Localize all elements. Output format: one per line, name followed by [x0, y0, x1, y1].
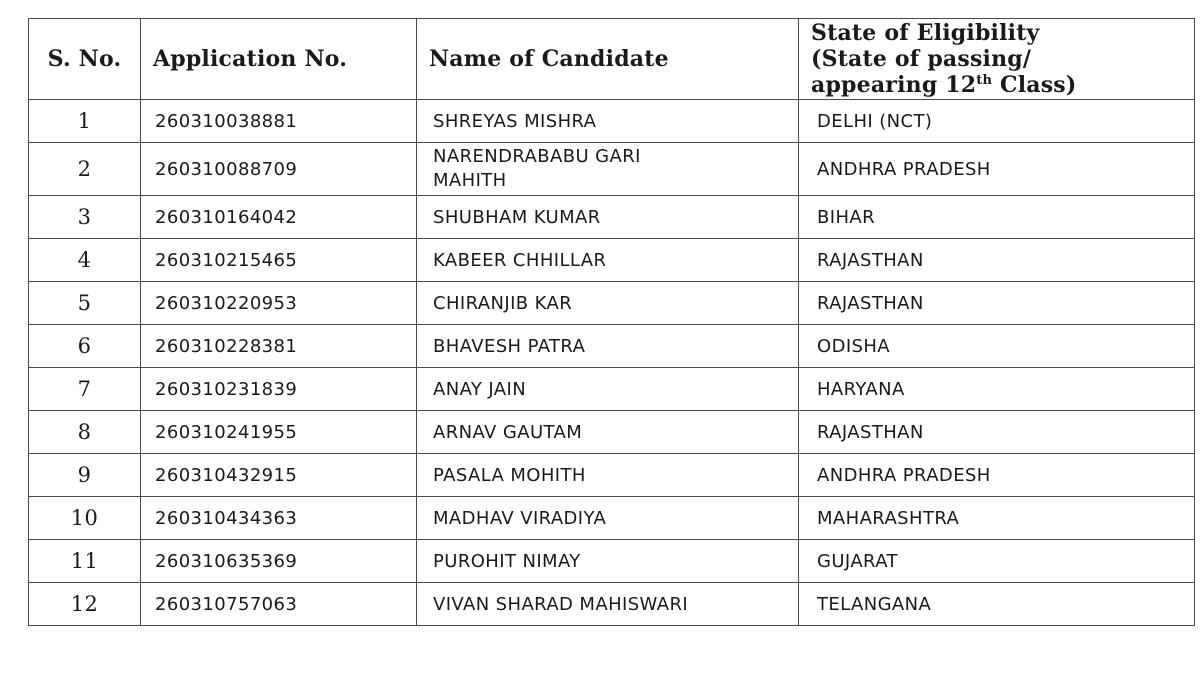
cell-application-no	[141, 497, 417, 540]
state-text: RAJASTHAN	[817, 292, 924, 314]
candidate-name-text: PASALA MOHITH	[433, 464, 586, 486]
application-no-text: 260310231839	[155, 378, 298, 400]
cell-application-no	[141, 454, 417, 497]
table-row	[29, 196, 1195, 239]
candidate-name-text: SHREYAS MISHRA	[433, 110, 597, 132]
cell-application-no	[141, 282, 417, 325]
cell-sno: 4	[29, 239, 141, 282]
candidate-name-text: BHAVESH PATRA	[433, 335, 586, 357]
cell-sno: 6	[29, 325, 141, 368]
cell-candidate-name	[417, 100, 799, 143]
candidate-name-text: PUROHIT NIMAY	[433, 550, 581, 572]
table-row	[29, 540, 1195, 583]
state-text: BIHAR	[817, 206, 876, 228]
header-state-line1: State of Eligibility	[811, 20, 1040, 46]
candidate-name-text: KABEER CHHILLAR	[433, 249, 607, 271]
cell-candidate-name	[417, 239, 799, 282]
state-text: RAJASTHAN	[817, 421, 924, 443]
cell-sno: 8	[29, 411, 141, 454]
header-application-label: Application No.	[153, 46, 348, 72]
header-candidate-name	[417, 19, 799, 100]
state-text: HARYANA	[817, 378, 905, 400]
application-no-text: 260310088709	[155, 158, 298, 180]
application-no-text: 260310164042	[155, 206, 298, 228]
table-row	[29, 100, 1195, 143]
candidate-name-line1: NARENDRABABU GARI	[433, 146, 641, 167]
table-row	[29, 282, 1195, 325]
header-row	[29, 19, 1195, 100]
table-row	[29, 583, 1195, 626]
header-state-line2: (State of passing/	[811, 46, 1032, 72]
document-page	[28, 18, 1194, 626]
application-no-text: 260310635369	[155, 550, 298, 572]
table-row	[29, 325, 1195, 368]
table-row	[29, 143, 1195, 196]
cell-application-no	[141, 411, 417, 454]
cell-sno: 3	[29, 196, 141, 239]
state-text: MAHARASHTRA	[817, 507, 960, 529]
cell-application-no	[141, 143, 417, 196]
state-text: DELHI (NCT)	[817, 110, 933, 132]
table-row	[29, 368, 1195, 411]
cell-state	[799, 143, 1195, 196]
header-state-line3-pre: appearing 12	[811, 72, 977, 98]
table-row	[29, 239, 1195, 282]
cell-candidate-name	[417, 583, 799, 626]
application-no-text: 260310757063	[155, 593, 298, 615]
state-text: ANDHRA PRADESH	[817, 464, 991, 486]
table-body	[29, 100, 1195, 626]
candidate-name-text: ANAY JAIN	[433, 378, 527, 400]
cell-sno: 12	[29, 583, 141, 626]
cell-application-no	[141, 239, 417, 282]
cell-candidate-name	[417, 497, 799, 540]
header-state-line3-post: Class)	[992, 72, 1077, 98]
table-row	[29, 411, 1195, 454]
cell-sno: 7	[29, 368, 141, 411]
cell-candidate-name	[417, 143, 799, 196]
cell-state	[799, 239, 1195, 282]
application-no-text: 260310241955	[155, 421, 298, 443]
cell-state	[799, 368, 1195, 411]
cell-application-no	[141, 368, 417, 411]
state-text: GUJARAT	[817, 550, 898, 572]
table-row	[29, 454, 1195, 497]
candidate-table	[28, 18, 1195, 626]
candidate-name-text: VIVAN SHARAD MAHISWARI	[433, 593, 689, 615]
cell-state	[799, 325, 1195, 368]
candidate-name-text: ARNAV GAUTAM	[433, 421, 583, 443]
cell-sno: 1	[29, 100, 141, 143]
header-state-line3	[811, 72, 1194, 98]
state-text: RAJASTHAN	[817, 249, 924, 271]
cell-sno: 2	[29, 143, 141, 196]
cell-state	[799, 282, 1195, 325]
cell-application-no	[141, 325, 417, 368]
table-header	[29, 19, 1195, 100]
state-text: ODISHA	[817, 335, 891, 357]
application-no-text: 260310220953	[155, 292, 298, 314]
cell-application-no	[141, 540, 417, 583]
cell-candidate-name	[417, 196, 799, 239]
cell-state	[799, 411, 1195, 454]
cell-application-no	[141, 196, 417, 239]
cell-state	[799, 454, 1195, 497]
cell-sno: 5	[29, 282, 141, 325]
cell-application-no	[141, 100, 417, 143]
header-application-no	[141, 19, 417, 100]
cell-state	[799, 583, 1195, 626]
cell-candidate-name	[417, 368, 799, 411]
header-name-label: Name of Candidate	[429, 46, 669, 72]
application-no-text: 260310434363	[155, 507, 298, 529]
candidate-name-text: CHIRANJIB KAR	[433, 292, 573, 314]
cell-candidate-name	[417, 282, 799, 325]
cell-candidate-name	[417, 540, 799, 583]
cell-candidate-name	[417, 454, 799, 497]
candidate-name-line2: MAHITH	[433, 170, 507, 191]
application-no-text: 260310228381	[155, 335, 298, 357]
state-text: ANDHRA PRADESH	[817, 158, 991, 180]
cell-sno: 9	[29, 454, 141, 497]
candidate-name-text: MADHAV VIRADIYA	[433, 507, 607, 529]
cell-state	[799, 540, 1195, 583]
application-no-text: 260310432915	[155, 464, 298, 486]
candidate-name-text: SHUBHAM KUMAR	[433, 206, 601, 228]
header-state-of-eligibility	[799, 19, 1195, 100]
state-text: TELANGANA	[817, 593, 932, 615]
cell-state	[799, 100, 1195, 143]
header-state-line3-sup: th	[976, 73, 993, 88]
cell-sno: 11	[29, 540, 141, 583]
cell-candidate-name	[417, 325, 799, 368]
cell-application-no	[141, 583, 417, 626]
cell-state	[799, 196, 1195, 239]
application-no-text: 260310215465	[155, 249, 298, 271]
cell-candidate-name	[417, 411, 799, 454]
header-sno: S. No.	[29, 19, 141, 100]
cell-sno: 10	[29, 497, 141, 540]
table-row	[29, 497, 1195, 540]
application-no-text: 260310038881	[155, 110, 298, 132]
cell-state	[799, 497, 1195, 540]
